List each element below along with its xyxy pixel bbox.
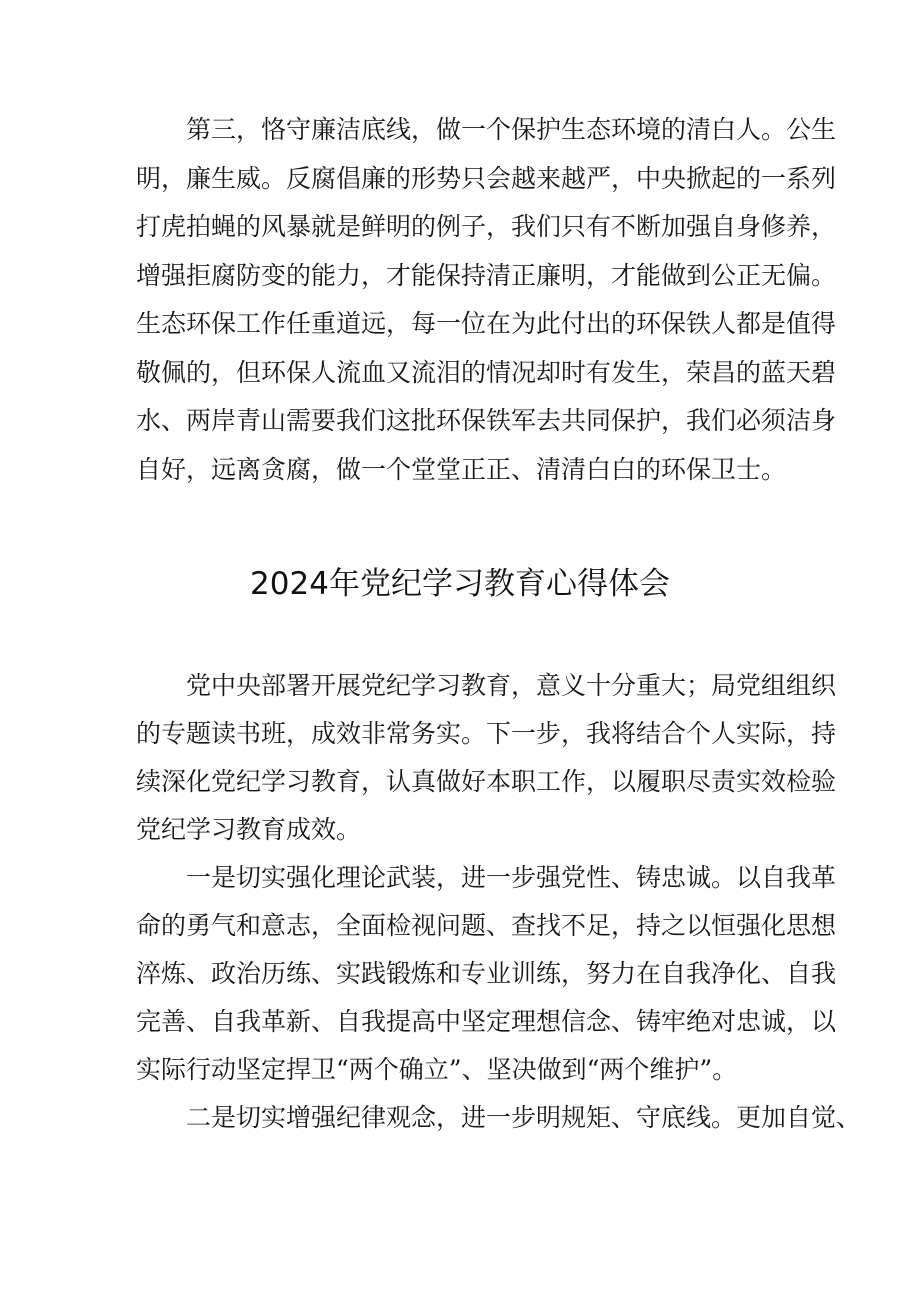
paragraph-line: 实际行动坚定捍卫“两个确立”、坚决做到“两个维护”。 xyxy=(136,1055,738,1084)
article-title: 2024年党纪学习教育心得体会 xyxy=(250,566,670,602)
paragraph-line: 打虎拍蝇的风暴就是鲜明的例子，我们只有不断加强自身修养， xyxy=(136,212,837,241)
paragraph-line: 党纪学习教育成效。 xyxy=(136,815,362,844)
paragraph-line: 生态环保工作任重道远，每一位在为此付出的环保铁人都是值得 xyxy=(136,309,837,338)
paragraph-line: 续深化党纪学习教育，认真做好本职工作，以履职尽责实效检验 xyxy=(136,767,837,796)
paragraph-line: 敬佩的，但环保人流血又流泪的情况却时有发生，荣昌的蓝天碧 xyxy=(136,358,837,387)
paragraph-line: 党中央部署开展党纪学习教育，意义十分重大；局党组组织 xyxy=(136,671,837,700)
paragraph-line: 自好，远离贪腐，做一个堂堂正正、清清白白的环保卫士。 xyxy=(136,455,787,484)
paragraph-line: 完善、自我革新、自我提高中坚定理想信念、铸牢绝对忠诚，以 xyxy=(136,1007,837,1036)
paragraph-line: 增强拒腐防变的能力，才能保持清正廉明，才能做到公正无偏。 xyxy=(136,261,837,290)
paragraph-line: 明，廉生威。反腐倡廉的形势只会越来越严，中央掀起的一系列 xyxy=(136,164,837,193)
paragraph-line: 的专题读书班，成效非常务实。下一步，我将结合个人实际，持 xyxy=(136,719,837,748)
paragraph-line: 第三，恪守廉洁底线，做一个保护生态环境的清白人。公生 xyxy=(136,115,837,144)
paragraph-line: 命的勇气和意志，全面检视问题、查找不足，持之以恒强化思想 xyxy=(136,911,837,940)
paragraph-line: 淬炼、政治历练、实践锻炼和专业训练，努力在自我净化、自我 xyxy=(136,959,837,988)
paragraph-line: 二是切实增强纪律观念，进一步明规矩、守底线。更加自觉、 xyxy=(136,1103,862,1132)
paragraph-line: 水、两岸青山需要我们这批环保铁军去共同保护，我们必须洁身 xyxy=(136,406,837,435)
paragraph-line: 一是切实强化理论武装，进一步强党性、铸忠诚。以自我革 xyxy=(136,863,837,892)
